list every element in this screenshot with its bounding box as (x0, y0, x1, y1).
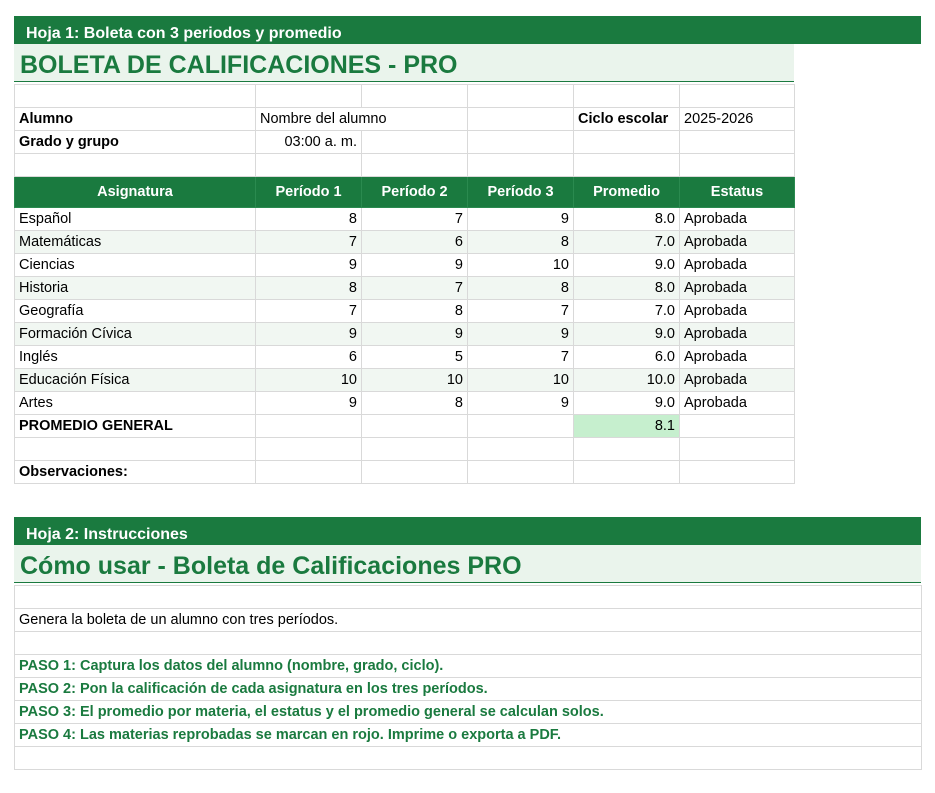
period-3-cell[interactable]: 8 (468, 231, 574, 254)
period-1-cell[interactable]: 8 (256, 277, 362, 300)
table-row (15, 346, 795, 369)
period-2-cell[interactable]: 8 (362, 392, 468, 415)
period-1-cell[interactable]: 7 (256, 300, 362, 323)
average-cell[interactable]: 9.0 (574, 323, 680, 346)
period-2-cell[interactable]: 7 (362, 277, 468, 300)
table-header-row (15, 177, 795, 208)
average-cell[interactable]: 9.0 (574, 254, 680, 277)
subject-cell[interactable]: Geografía (15, 300, 256, 323)
subject-cell[interactable]: Historia (15, 277, 256, 300)
subject-cell[interactable]: Matemáticas (15, 231, 256, 254)
average-cell[interactable]: 6.0 (574, 346, 680, 369)
period-3-cell[interactable]: 9 (468, 323, 574, 346)
period-1-cell[interactable]: 9 (256, 392, 362, 415)
table-row (15, 254, 795, 277)
student-label: Alumno (15, 108, 256, 131)
intro-text: Genera la boleta de un alumno con tres períodos. (15, 609, 922, 632)
subject-cell[interactable]: Ciencias (15, 254, 256, 277)
instruction-step: PASO 2: Pon la calificación de cada asignatura en los tres períodos. (15, 678, 922, 701)
instruction-step: PASO 1: Captura los datos del alumno (nombre, grado, ciclo). (15, 655, 922, 678)
average-cell[interactable]: 7.0 (574, 300, 680, 323)
status-cell[interactable]: Aprobada (680, 323, 795, 346)
period-3-cell[interactable]: 7 (468, 346, 574, 369)
average-cell[interactable]: 8.0 (574, 277, 680, 300)
status-cell[interactable]: Aprobada (680, 231, 795, 254)
header-period-1: Período 1 (256, 177, 362, 208)
status-cell[interactable]: Aprobada (680, 392, 795, 415)
period-2-cell[interactable]: 6 (362, 231, 468, 254)
instruction-step: PASO 3: El promedio por materia, el estatus y el promedio general se calculan solos. (15, 701, 922, 724)
period-2-cell[interactable]: 10 (362, 369, 468, 392)
student-name-cell[interactable]: Nombre del alumno (256, 108, 468, 131)
average-cell[interactable]: 7.0 (574, 231, 680, 254)
header-status: Estatus (680, 177, 795, 208)
report-card-table (14, 84, 795, 484)
period-1-cell[interactable]: 9 (256, 254, 362, 277)
period-3-cell[interactable]: 7 (468, 300, 574, 323)
header-average: Promedio (574, 177, 680, 208)
sheet1-banner: Hoja 1: Boleta con 3 periodos y promedio (14, 16, 921, 44)
status-cell[interactable]: Aprobada (680, 346, 795, 369)
period-2-cell[interactable]: 8 (362, 300, 468, 323)
period-3-cell[interactable]: 9 (468, 392, 574, 415)
grade-label: Grado y grupo (15, 131, 256, 154)
period-1-cell[interactable]: 7 (256, 231, 362, 254)
observations-label: Observaciones: (15, 461, 256, 484)
status-cell[interactable]: Aprobada (680, 300, 795, 323)
table-row (15, 208, 795, 231)
status-cell[interactable]: Aprobada (680, 369, 795, 392)
header-period-3: Período 3 (468, 177, 574, 208)
average-cell[interactable]: 9.0 (574, 392, 680, 415)
status-cell[interactable]: Aprobada (680, 277, 795, 300)
header-subject: Asignatura (15, 177, 256, 208)
period-3-cell[interactable]: 8 (468, 277, 574, 300)
table-row (15, 323, 795, 346)
period-3-cell[interactable]: 10 (468, 254, 574, 277)
sheet2-banner: Hoja 2: Instrucciones (14, 517, 921, 545)
status-cell[interactable]: Aprobada (680, 208, 795, 231)
period-1-cell[interactable]: 10 (256, 369, 362, 392)
table-row (15, 231, 795, 254)
grade-value-cell[interactable]: 03:00 a. m. (256, 131, 362, 154)
subject-cell[interactable]: Artes (15, 392, 256, 415)
sheet2-title: Cómo usar - Boleta de Calificaciones PRO (14, 545, 921, 583)
period-2-cell[interactable]: 9 (362, 323, 468, 346)
table-row (15, 392, 795, 415)
table-row (15, 300, 795, 323)
sheet1-title: BOLETA DE CALIFICACIONES - PRO (14, 44, 794, 82)
table-row (15, 369, 795, 392)
average-cell[interactable]: 10.0 (574, 369, 680, 392)
header-period-2: Período 2 (362, 177, 468, 208)
period-2-cell[interactable]: 5 (362, 346, 468, 369)
period-1-cell[interactable]: 8 (256, 208, 362, 231)
cycle-label: Ciclo escolar (574, 108, 680, 131)
general-average-value[interactable]: 8.1 (574, 415, 680, 438)
instruction-step: PASO 4: Las materias reprobadas se marcan en rojo. Imprime o exporta a PDF. (15, 724, 922, 747)
period-2-cell[interactable]: 7 (362, 208, 468, 231)
average-cell[interactable]: 8.0 (574, 208, 680, 231)
period-3-cell[interactable]: 9 (468, 208, 574, 231)
subject-cell[interactable]: Inglés (15, 346, 256, 369)
instructions-table (14, 585, 922, 770)
general-average-label: PROMEDIO GENERAL (15, 415, 256, 438)
period-1-cell[interactable]: 6 (256, 346, 362, 369)
table-row (15, 277, 795, 300)
status-cell[interactable]: Aprobada (680, 254, 795, 277)
subject-cell[interactable]: Formación Cívica (15, 323, 256, 346)
period-1-cell[interactable]: 9 (256, 323, 362, 346)
period-2-cell[interactable]: 9 (362, 254, 468, 277)
period-3-cell[interactable]: 10 (468, 369, 574, 392)
subject-cell[interactable]: Educación Física (15, 369, 256, 392)
subject-cell[interactable]: Español (15, 208, 256, 231)
cycle-value-cell[interactable]: 2025-2026 (680, 108, 795, 131)
